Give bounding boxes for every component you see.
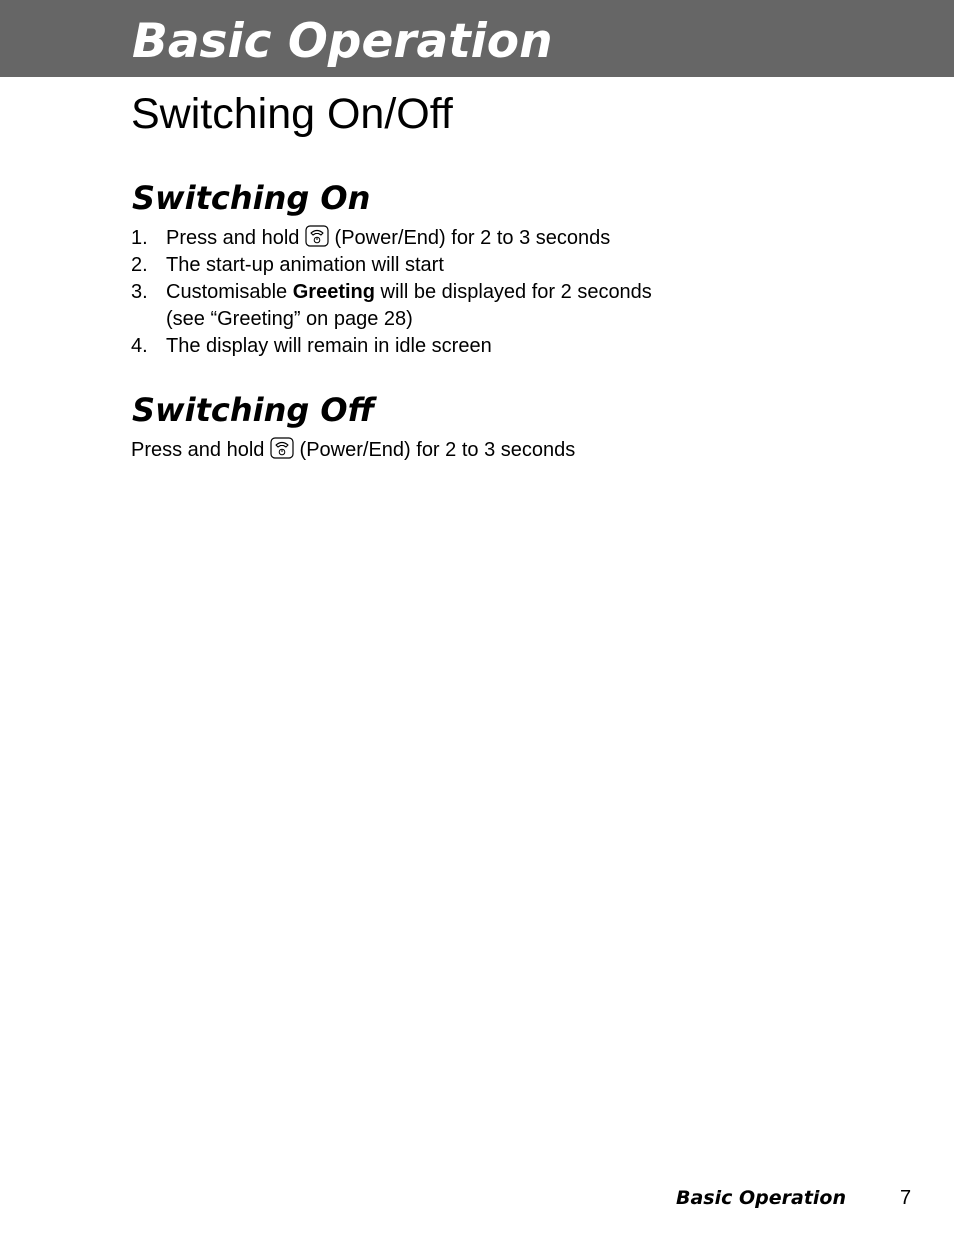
instruction-text: (Power/End) for 2 to 3 seconds <box>299 439 576 461</box>
section-title: Switching On/Off <box>131 90 453 138</box>
step-number: 4. <box>131 335 148 357</box>
step-2 <box>131 252 652 279</box>
page-number: 7 <box>900 1187 912 1209</box>
instruction-text: Press and hold <box>131 439 265 461</box>
switching-on-heading: Switching On <box>132 179 371 217</box>
step-3 <box>131 279 652 333</box>
greeting-term: Greeting <box>292 281 375 303</box>
power-end-key-icon <box>305 225 329 247</box>
switching-off-heading: Switching Off <box>132 391 375 429</box>
footer-chapter-label: Basic Operation <box>676 1187 847 1209</box>
step-text: will be displayed for 2 seconds <box>380 281 652 303</box>
chapter-header-bar <box>0 0 954 77</box>
greeting-page-reference: (see “Greeting” on page 28) <box>166 308 413 330</box>
step-number: 2. <box>131 254 148 276</box>
step-1 <box>131 225 652 252</box>
step-number: 3. <box>131 281 148 303</box>
step-number: 1. <box>131 227 148 249</box>
switching-on-steps <box>131 225 652 360</box>
step-4 <box>131 333 652 360</box>
step-text: Customisable <box>166 281 288 303</box>
step-text: (Power/End) for 2 to 3 seconds <box>334 227 611 249</box>
step-text: Press and hold <box>166 227 300 249</box>
switching-off-instruction <box>131 437 575 464</box>
step-text: The start-up animation will start <box>166 254 444 276</box>
chapter-title: Basic Operation <box>132 14 553 69</box>
step-text: The display will remain in idle screen <box>166 335 492 357</box>
power-end-key-icon <box>270 437 294 459</box>
